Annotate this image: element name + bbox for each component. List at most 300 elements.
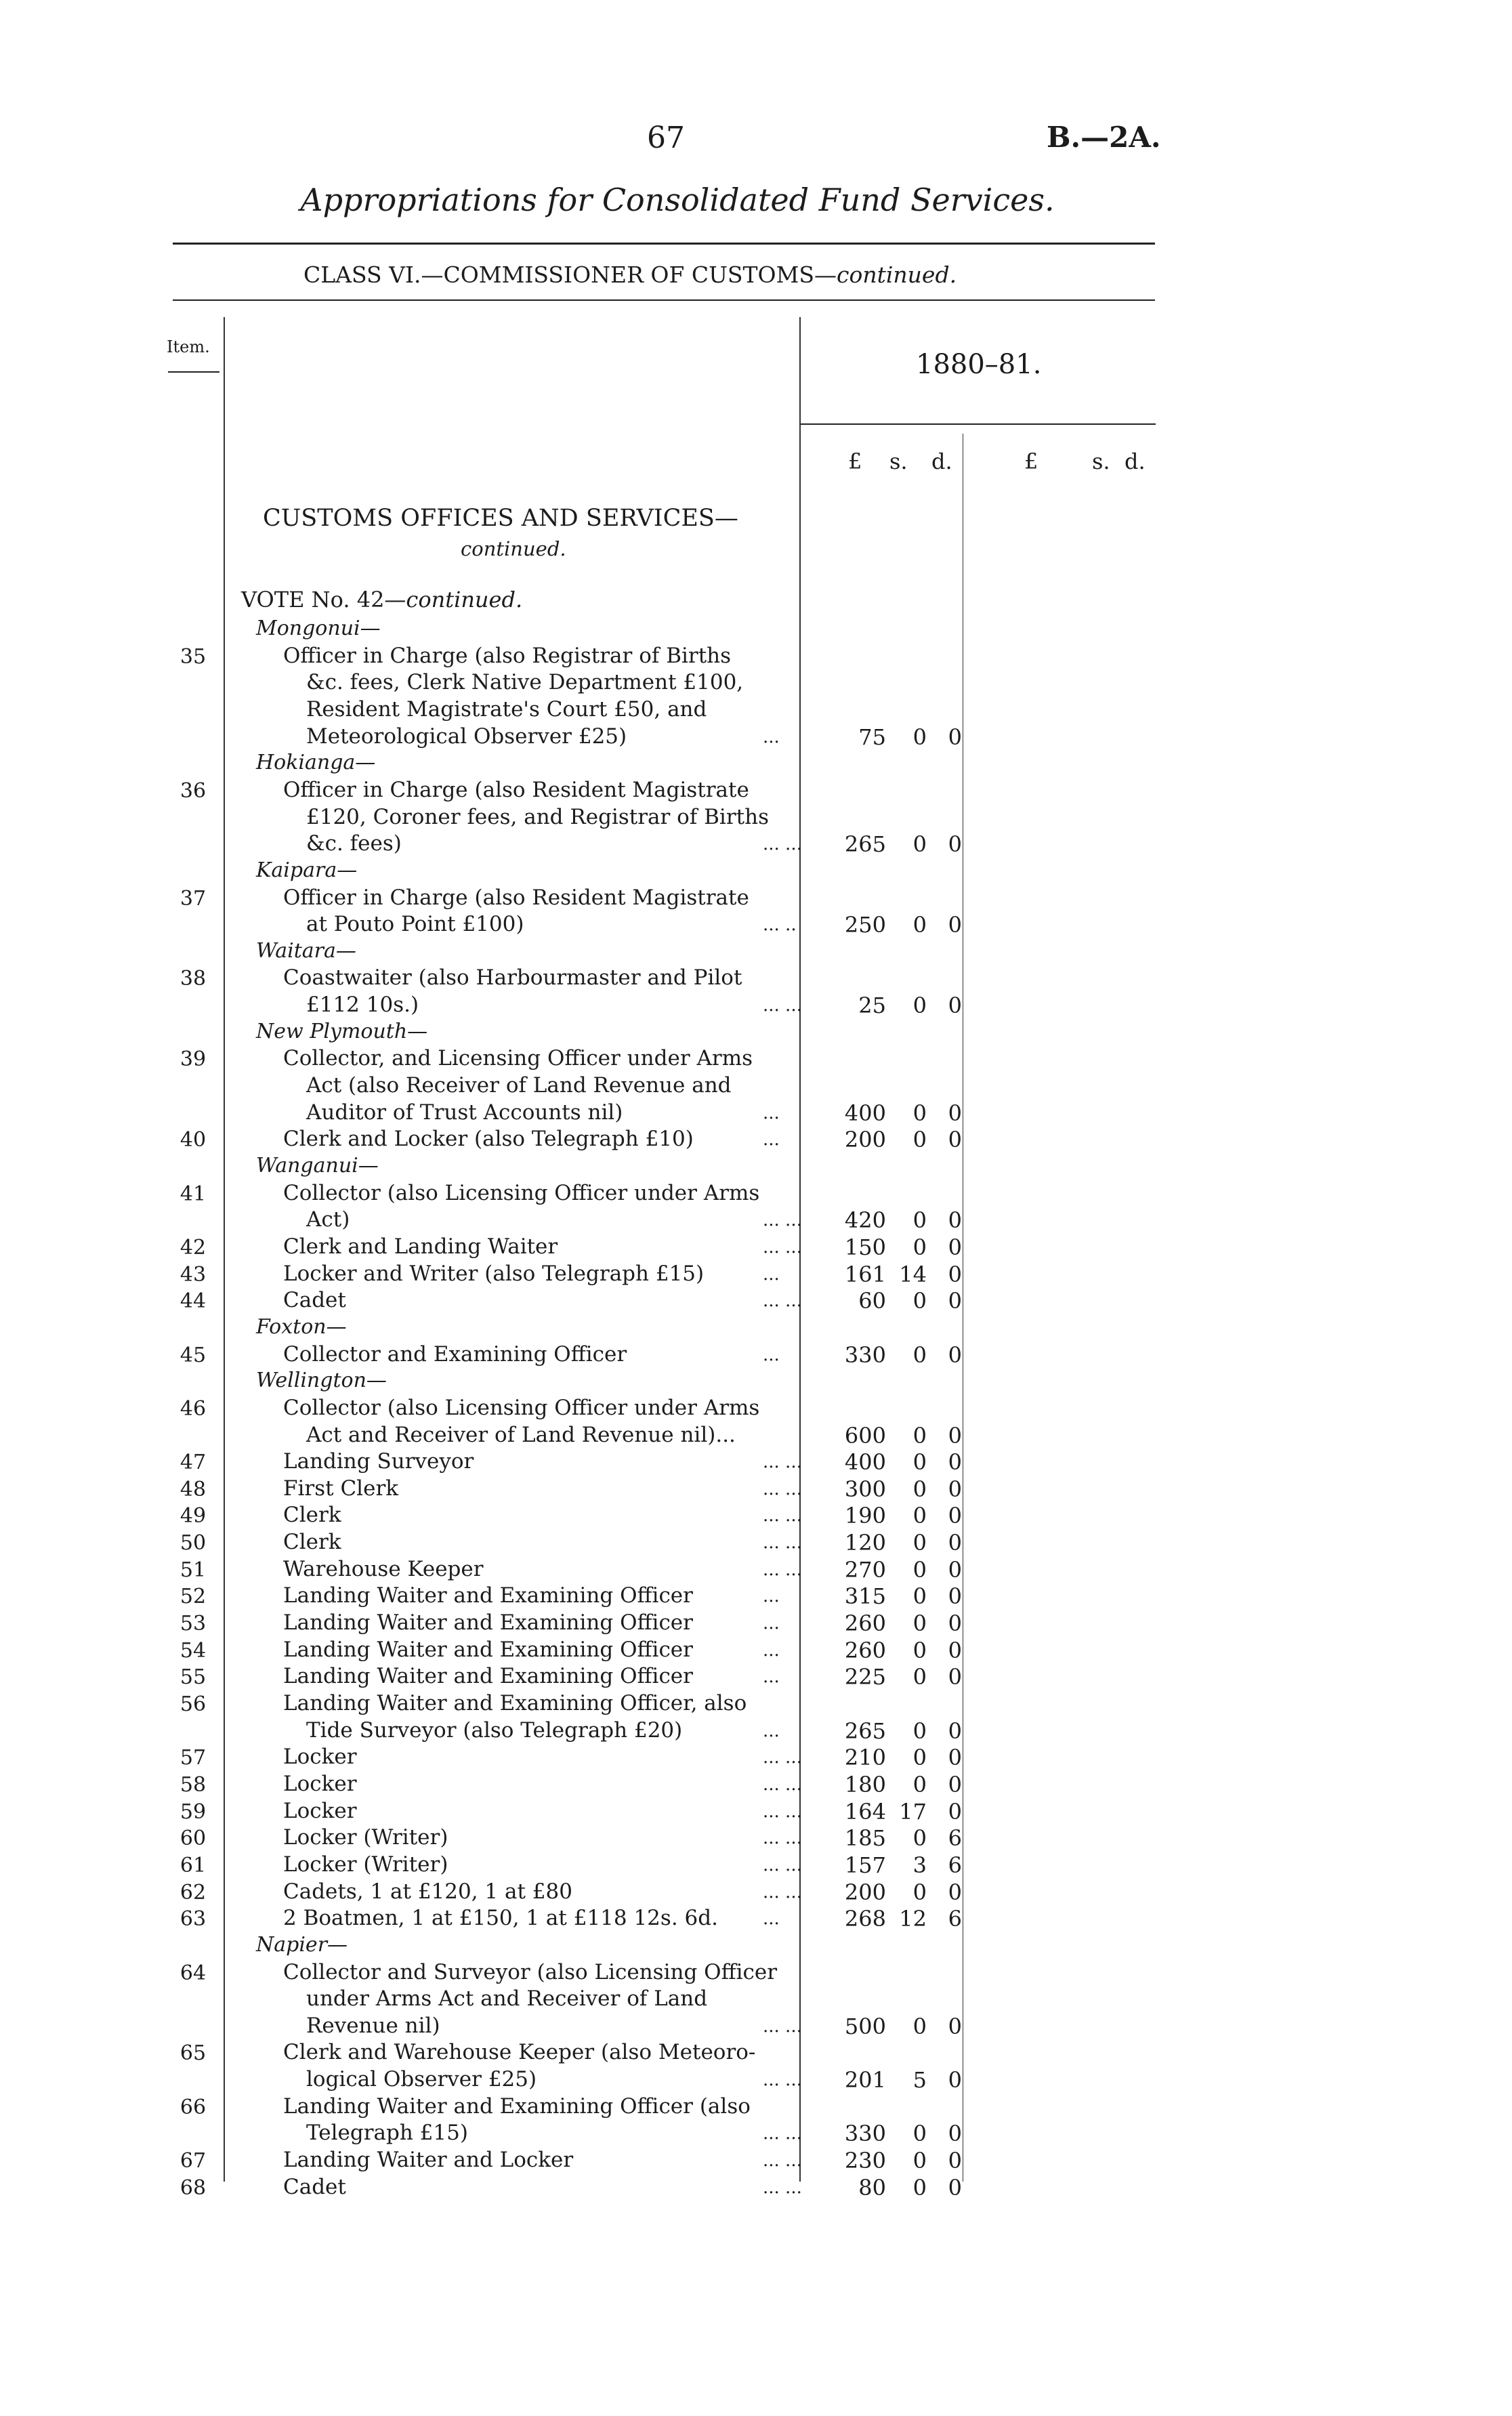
table-row	[0, 641, 1192, 668]
amount-pounds: 400	[844, 1100, 886, 1126]
table-row-continuation	[0, 1205, 1192, 1232]
item-description: Landing Waiter and Locker	[283, 2148, 574, 2173]
amount-pence: 0	[948, 1422, 962, 1449]
amount-shillings: 5	[912, 2067, 927, 2094]
item-description: Locker	[283, 1798, 357, 1823]
amount-pence: 6	[948, 1825, 962, 1852]
class-title-text: CLASS VI.—COMMISSIONER OF CUSTOMS—	[303, 262, 837, 288]
item-description: at Pouto Point £100)	[306, 912, 524, 937]
amount-shillings: 0	[912, 2121, 927, 2147]
table-row	[0, 1232, 1192, 1259]
item-description: Locker (Writer)	[283, 1852, 448, 1877]
amount-pounds: 265	[844, 1717, 886, 1744]
amount-pence: 0	[948, 1798, 962, 1825]
pence-header: d.	[931, 449, 952, 474]
amount-pounds: 190	[844, 1503, 886, 1529]
table-row	[0, 1850, 1192, 1877]
amount-shillings: 0	[912, 1825, 927, 1852]
amount-shillings: 0	[912, 2148, 927, 2174]
table-row	[0, 1500, 1192, 1527]
table-row	[0, 1688, 1192, 1715]
page-title: Appropriations for Consolidated Fund Services.	[300, 182, 1055, 218]
item-number: 59	[180, 1799, 207, 1824]
leader-dots: ... ...	[763, 995, 802, 1016]
leader-dots: ... ...	[763, 1747, 802, 1768]
item-description: Locker	[283, 1745, 357, 1770]
table-row	[0, 1285, 1192, 1312]
item-description: Auditor of Trust Accounts nil)	[306, 1100, 623, 1125]
amount-shillings: 0	[912, 1127, 927, 1153]
amount-pence: 0	[948, 2067, 962, 2094]
table-row-continuation	[0, 802, 1192, 829]
table-row	[0, 1554, 1192, 1581]
amount-pounds: 315	[844, 1583, 886, 1610]
pounds2-header: £	[1024, 449, 1038, 474]
amount-pounds: 201	[844, 2067, 886, 2094]
amount-pounds: 300	[844, 1476, 886, 1502]
amount-pence: 0	[948, 1664, 962, 1690]
table-row-continuation	[0, 722, 1192, 749]
amount-pounds: 75	[858, 724, 886, 750]
item-description: Warehouse Keeper	[283, 1556, 484, 1581]
amount-pounds: 80	[858, 2174, 886, 2201]
item-number: 60	[180, 1827, 207, 1851]
item-description: Landing Waiter and Examining Officer	[283, 1664, 693, 1689]
item-number: 62	[180, 1880, 207, 1904]
item-description: Act and Receiver of Land Revenue nil)...	[306, 1422, 736, 1447]
item-number: 65	[180, 2041, 207, 2066]
leader-dots: ...	[763, 1909, 780, 1930]
amount-shillings: 0	[912, 1556, 927, 1583]
vote-suffix: continued.	[406, 587, 523, 612]
table-row	[0, 2172, 1192, 2199]
item-description: New Plymouth—	[256, 1019, 428, 1043]
item-description: Officer in Charge (also Resident Magistrate	[283, 885, 749, 910]
amount-pence: 0	[948, 1476, 962, 1502]
amount-shillings: 14	[899, 1261, 927, 1287]
amount-pence: 0	[948, 1637, 962, 1663]
leader-dots: ... ...	[763, 2070, 802, 2091]
leader-dots: ... ...	[763, 1559, 802, 1580]
item-number: 49	[180, 1504, 207, 1528]
item-number: 58	[180, 1772, 207, 1797]
amount-shillings: 0	[912, 1879, 927, 1905]
item-description: &c. fees, Clerk Native Department £100,	[306, 670, 744, 695]
table-row	[0, 1957, 1192, 1984]
vote-text: VOTE No. 42—	[241, 587, 406, 612]
amount-pence: 0	[948, 2121, 962, 2147]
amount-pence: 0	[948, 831, 962, 858]
item-description: under Arms Act and Receiver of Land	[306, 1986, 708, 2012]
item-description: Cadet	[283, 2174, 346, 2199]
amount-shillings: 0	[912, 1583, 927, 1610]
amount-pence: 0	[948, 1879, 962, 1905]
amount-pounds: 268	[844, 1906, 886, 1932]
document-reference: B.—2A.	[1047, 121, 1161, 154]
place-heading	[0, 1312, 1192, 1339]
amount-pence: 0	[948, 1503, 962, 1529]
amount-shillings: 0	[912, 1503, 927, 1529]
item-description: Kaipara—	[256, 858, 358, 882]
amount-pence: 0	[948, 1234, 962, 1260]
amount-shillings: 17	[899, 1798, 927, 1825]
leader-dots: ... ...	[763, 2123, 802, 2144]
item-number: 67	[180, 2149, 207, 2173]
amount-pence: 0	[948, 993, 962, 1019]
leader-dots: ... ...	[763, 1236, 802, 1257]
amount-pence: 0	[948, 1207, 962, 1234]
table-row	[0, 883, 1192, 910]
amount-shillings: 0	[912, 912, 927, 938]
table-row	[0, 2037, 1192, 2064]
leader-dots: ...	[763, 1586, 780, 1607]
amount-pence: 0	[948, 1100, 962, 1126]
place-heading	[0, 614, 1192, 641]
item-description: Tide Surveyor (also Telegraph £20)	[306, 1717, 683, 1743]
item-description: Locker	[283, 1771, 357, 1796]
table-row	[0, 1446, 1192, 1474]
amount-pounds: 260	[844, 1610, 886, 1637]
amount-shillings: 0	[912, 1100, 927, 1126]
table-row-continuation	[0, 1098, 1192, 1125]
amount-pounds: 157	[844, 1852, 886, 1878]
title-rule	[173, 243, 1155, 245]
amount-pounds: 265	[844, 831, 886, 858]
amount-shillings: 3	[912, 1852, 927, 1878]
amount-shillings: 0	[912, 2013, 927, 2039]
leader-dots: ...	[763, 1344, 780, 1365]
amount-pounds: 164	[844, 1798, 886, 1825]
item-description: Clerk and Landing Waiter	[283, 1234, 558, 1259]
item-number: 37	[180, 886, 207, 911]
item-description: Collector, and Licensing Officer under Arms	[283, 1046, 753, 1071]
item-number: 48	[180, 1477, 207, 1501]
item-description: Hokianga—	[256, 751, 376, 775]
leader-dots: ... ...	[763, 1774, 802, 1795]
leader-dots: ... ...	[763, 1452, 802, 1473]
amount-shillings: 0	[912, 831, 927, 858]
amount-pence: 0	[948, 1530, 962, 1556]
item-description: Collector (also Licensing Officer under Arms	[283, 1180, 760, 1205]
amount-pence: 0	[948, 2148, 962, 2174]
amount-pounds: 120	[844, 1530, 886, 1556]
amount-pounds: 400	[844, 1449, 886, 1476]
item-description: Mongonui—	[256, 617, 381, 640]
leader-dots: ...	[763, 1720, 780, 1741]
item-number: 50	[180, 1531, 207, 1556]
table-row-continuation	[0, 829, 1192, 856]
item-description: Landing Waiter and Examining Officer (also	[283, 2094, 751, 2119]
section-title: CUSTOMS OFFICES AND SERVICES—	[263, 505, 738, 532]
leader-dots: ...	[763, 1640, 780, 1661]
amount-shillings: 0	[912, 2174, 927, 2201]
item-description: Landing Waiter and Examining Officer	[283, 1610, 693, 1636]
place-heading	[0, 1930, 1192, 1957]
leader-dots: ... ...	[763, 1881, 802, 1902]
amount-shillings: 0	[912, 1771, 927, 1797]
item-description: Locker (Writer)	[283, 1825, 448, 1850]
item-number: 42	[180, 1235, 207, 1259]
item-description: Cadets, 1 at £120, 1 at £80	[283, 1879, 572, 1904]
leader-dots: ... ...	[763, 2016, 802, 2037]
leader-dots: ...	[763, 726, 780, 747]
leader-dots: ... ...	[763, 1828, 802, 1849]
amount-pence: 0	[948, 1261, 962, 1287]
leader-dots: ... ...	[763, 1478, 802, 1499]
place-heading	[0, 1017, 1192, 1044]
leader-dots: ... ...	[763, 2177, 802, 2198]
item-description: Wellington—	[256, 1369, 387, 1393]
item-description: Foxton—	[256, 1314, 347, 1339]
item-description: First Clerk	[283, 1476, 399, 1501]
table-row	[0, 1823, 1192, 1850]
item-description: Clerk and Warehouse Keeper (also Meteoro-	[283, 2040, 756, 2065]
table-row	[0, 1877, 1192, 1904]
item-number: 46	[180, 1396, 207, 1421]
item-description: Cadet	[283, 1288, 346, 1313]
year-header: 1880–81.	[916, 349, 1042, 380]
amount-shillings: 0	[912, 1449, 927, 1476]
table-row	[0, 1043, 1192, 1070]
place-heading	[0, 856, 1192, 883]
amount-shillings: 0	[912, 1717, 927, 1744]
table-row	[0, 1903, 1192, 1930]
table-row	[0, 1742, 1192, 1769]
item-description: Clerk	[283, 1503, 341, 1528]
place-heading	[0, 748, 1192, 775]
amount-shillings: 0	[912, 1664, 927, 1690]
amount-pounds: 60	[858, 1288, 886, 1314]
leader-dots: ... ...	[763, 2150, 802, 2171]
amount-pounds: 200	[844, 1127, 886, 1153]
class-title-suffix: continued.	[837, 262, 957, 288]
item-number: 63	[180, 1907, 207, 1932]
amount-pounds: 230	[844, 2148, 886, 2174]
table-row-continuation	[0, 2064, 1192, 2094]
table-row-continuation	[0, 2118, 1192, 2145]
item-number: 35	[180, 644, 207, 669]
amount-pounds: 210	[844, 1745, 886, 1771]
amount-pence: 0	[948, 1610, 962, 1637]
item-number: 54	[180, 1638, 207, 1663]
table-row-continuation	[0, 2011, 1192, 2038]
section-subtitle: continued.	[461, 537, 566, 560]
item-description: logical Observer £25)	[306, 2067, 537, 2092]
item-number: 68	[180, 2175, 207, 2200]
leader-dots: ... ...	[763, 1533, 802, 1554]
leader-dots: ...	[763, 1667, 780, 1688]
table-row	[0, 1796, 1192, 1823]
leader-dots: ...	[763, 1613, 780, 1634]
item-number: 45	[180, 1343, 207, 1367]
amount-shillings: 0	[912, 993, 927, 1019]
table-row	[0, 1178, 1192, 1205]
amount-shillings: 0	[912, 724, 927, 750]
amount-shillings: 0	[912, 1234, 927, 1260]
item-number: 38	[180, 967, 207, 991]
leader-dots: ... ...	[763, 1801, 802, 1822]
item-description: Landing Waiter and Examining Officer	[283, 1583, 693, 1608]
table-row	[0, 1339, 1192, 1367]
leader-dots: ... ...	[763, 1854, 802, 1875]
amount-pence: 0	[948, 2174, 962, 2201]
item-description: Revenue nil)	[306, 2013, 440, 2038]
place-heading	[0, 936, 1192, 963]
table-row	[0, 2091, 1192, 2119]
table-row-continuation	[0, 990, 1192, 1017]
pounds-header: £	[848, 449, 862, 474]
item-description: Collector and Examining Officer	[283, 1341, 627, 1367]
item-description: Act (also Receiver of Land Revenue and	[306, 1073, 732, 1098]
amount-shillings: 0	[912, 1207, 927, 1234]
table-row-continuation	[0, 1984, 1192, 2011]
shillings2-header: s.	[1092, 449, 1110, 474]
table-row	[0, 963, 1192, 990]
item-number: 39	[180, 1047, 207, 1072]
item-description: Landing Waiter and Examining Officer	[283, 1637, 693, 1662]
leader-dots: ... ..	[763, 915, 797, 936]
item-description: Wanganui—	[256, 1154, 379, 1178]
item-description: Act)	[306, 1207, 350, 1232]
item-number: 47	[180, 1451, 207, 1475]
item-number: 41	[180, 1182, 207, 1206]
item-number: 57	[180, 1746, 207, 1770]
place-heading	[0, 1151, 1192, 1178]
item-description: Telegraph £15)	[306, 2121, 468, 2146]
pence2-header: d.	[1125, 449, 1146, 474]
amount-shillings: 0	[912, 1745, 927, 1771]
amount-pounds: 260	[844, 1637, 886, 1663]
amount-pounds: 250	[844, 912, 886, 938]
item-description: Locker and Writer (also Telegraph £15)	[283, 1261, 705, 1286]
item-description: £112 10s.)	[306, 993, 419, 1018]
leader-dots: ...	[763, 1102, 780, 1123]
table-row	[0, 1474, 1192, 1501]
class-title	[303, 262, 957, 288]
item-number: 40	[180, 1128, 207, 1152]
amount-shillings: 0	[912, 1530, 927, 1556]
item-description: Landing Surveyor	[283, 1449, 474, 1474]
item-number: 36	[180, 778, 207, 803]
item-number: 51	[180, 1558, 207, 1582]
table-row	[0, 1608, 1192, 1635]
shillings-header: s.	[889, 449, 908, 474]
amount-pence: 0	[948, 1341, 962, 1368]
amount-pence: 0	[948, 1583, 962, 1610]
amount-pence: 0	[948, 2013, 962, 2039]
item-description: £120, Coroner fees, and Registrar of Births	[306, 804, 769, 829]
amount-shillings: 0	[912, 1476, 927, 1502]
item-description: 2 Boatmen, 1 at £150, 1 at £118 12s. 6d.	[283, 1906, 718, 1931]
item-description: &c. fees)	[306, 831, 402, 856]
page-number: 67	[647, 121, 685, 155]
amount-pence: 6	[948, 1906, 962, 1932]
item-column-header: Item.	[167, 337, 210, 356]
class-rule	[173, 299, 1155, 301]
table-row	[0, 1661, 1192, 1688]
amount-pounds: 185	[844, 1825, 886, 1852]
amount-pounds: 420	[844, 1207, 886, 1234]
amount-pounds: 225	[844, 1664, 886, 1690]
item-description: Collector (also Licensing Officer under Arms	[283, 1395, 760, 1420]
table-row	[0, 1527, 1192, 1554]
table-row-continuation	[0, 1070, 1192, 1098]
leader-dots: ... ...	[763, 1505, 802, 1526]
amount-pence: 0	[948, 1745, 962, 1771]
amount-pence: 0	[948, 912, 962, 938]
amount-pounds: 180	[844, 1771, 886, 1797]
amount-shillings: 12	[899, 1906, 927, 1932]
table-row	[0, 1259, 1192, 1286]
table-row	[0, 775, 1192, 802]
table-row	[0, 1124, 1192, 1151]
amount-pounds: 150	[844, 1234, 886, 1260]
leader-dots: ... ...	[763, 1210, 802, 1231]
amount-pounds: 500	[844, 2013, 886, 2039]
item-number: 55	[180, 1665, 207, 1690]
item-description: Landing Waiter and Examining Officer, also	[283, 1691, 747, 1715]
table-row	[0, 1393, 1192, 1420]
amount-pence: 0	[948, 1556, 962, 1583]
amount-pence: 0	[948, 1771, 962, 1797]
table-row-continuation	[0, 1715, 1192, 1743]
place-heading	[0, 1366, 1192, 1393]
amount-pence: 0	[948, 1717, 962, 1744]
amount-pounds: 200	[844, 1879, 886, 1905]
item-description: Meteorological Observer £25)	[306, 724, 627, 749]
item-number: 44	[180, 1289, 207, 1314]
leader-dots: ...	[763, 1129, 780, 1150]
item-header-rule	[168, 371, 219, 373]
amount-shillings: 0	[912, 1288, 927, 1314]
amount-pounds: 600	[844, 1422, 886, 1449]
amount-pounds: 330	[844, 2121, 886, 2147]
year-rule	[801, 423, 1156, 425]
table-row-continuation	[0, 694, 1192, 722]
amount-pence: 0	[948, 1449, 962, 1476]
item-description: Clerk	[283, 1530, 341, 1555]
amount-pounds: 330	[844, 1341, 886, 1368]
amount-pounds: 270	[844, 1556, 886, 1583]
amount-shillings: 0	[912, 1637, 927, 1663]
item-description: Resident Magistrate's Court £50, and	[306, 696, 707, 722]
table-row-continuation	[0, 909, 1192, 936]
item-number: 61	[180, 1853, 207, 1877]
item-description: Officer in Charge (also Resident Magistrate	[283, 777, 749, 802]
item-number: 43	[180, 1262, 207, 1287]
item-description: Waitara—	[256, 938, 356, 963]
amount-shillings: 0	[912, 1610, 927, 1637]
amount-pence: 0	[948, 1127, 962, 1153]
item-number: 53	[180, 1612, 207, 1636]
item-description: Collector and Surveyor (also Licensing Officer	[283, 1959, 778, 1984]
table-row-continuation	[0, 1420, 1192, 1447]
item-description: Clerk and Locker (also Telegraph £10)	[283, 1127, 694, 1152]
table-row	[0, 2145, 1192, 2172]
item-number: 64	[180, 1961, 207, 1985]
amount-pounds: 161	[844, 1261, 886, 1287]
amount-shillings: 0	[912, 1341, 927, 1368]
table-row	[0, 1769, 1192, 1796]
amount-pence: 0	[948, 1288, 962, 1314]
leader-dots: ... ...	[763, 1291, 802, 1312]
item-number: 66	[180, 2095, 207, 2119]
leader-dots: ...	[763, 1264, 780, 1285]
amount-shillings: 0	[912, 1422, 927, 1449]
item-description: Napier—	[256, 1932, 348, 1957]
vote-heading	[241, 587, 522, 612]
item-description: Coastwaiter (also Harbourmaster and Pilot	[283, 965, 742, 991]
